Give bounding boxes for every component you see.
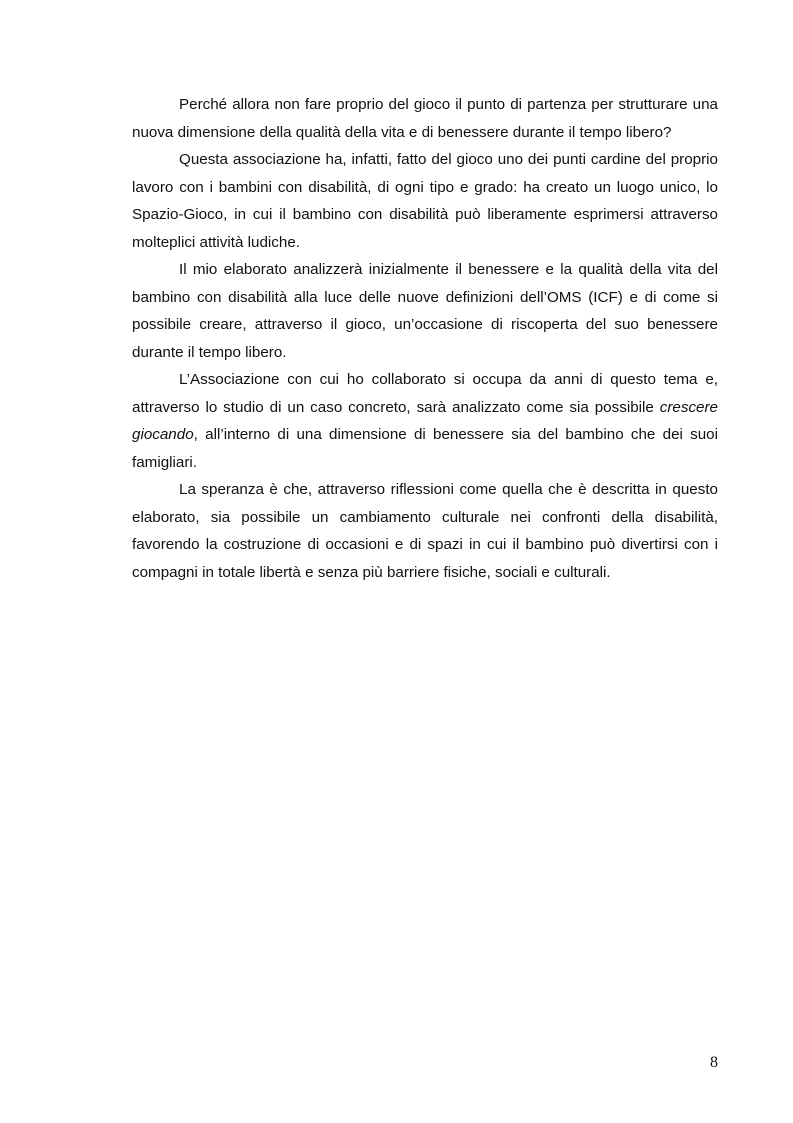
paragraph-5: La speranza è che, attraverso riflessioni come quella che è descritta in questo elaborato, sia possibile un cambiamento culturale nei confronti della disabilità, favorendo la costruzione di occasioni e di spazi in cui il bambino può divertirsi con i compagni in totale libertà e senza più barriere fisiche, sociali e culturali. — [132, 481, 718, 581]
paragraph-4-text-after: , all’interno di una dimensione di benessere sia del bambino che dei suoi famigliari. — [132, 426, 718, 471]
paragraph-1: Perché allora non fare proprio del gioco il punto di partenza per strutturare una nuova dimensione della qualità della vita e di benessere durante il tempo libero? — [132, 96, 718, 141]
paragraph-2: Questa associazione ha, infatti, fatto del gioco uno dei punti cardine del proprio lavoro con i bambini con disabilità, di ogni tipo e grado: ha creato un luogo unico, lo Spazio-Gioco, in cui il bambino con disabilità può liberamente esprimersi attraverso molteplici attività ludiche. — [132, 151, 718, 251]
page-number: 8 — [710, 1054, 718, 1071]
paragraph-3: Il mio elaborato analizzerà inizialmente il benessere e la qualità della vita del bambino con disabilità alla luce delle nuove definizioni dell’OMS (ICF) e di come si possibile creare, attraverso il gioco, un’occasione di riscoperta del suo benessere durante il tempo libero. — [132, 261, 718, 361]
paragraph-4-italic-text: crescere giocando — [132, 398, 718, 443]
body-text — [132, 91, 718, 586]
paragraph-4 — [132, 366, 718, 476]
paragraph-4-text-before: L’Associazione con cui ho collaborato si occupa da anni di questo tema e, attraverso lo studio di un caso concreto, sarà analizzato come sia possibile — [132, 371, 718, 416]
